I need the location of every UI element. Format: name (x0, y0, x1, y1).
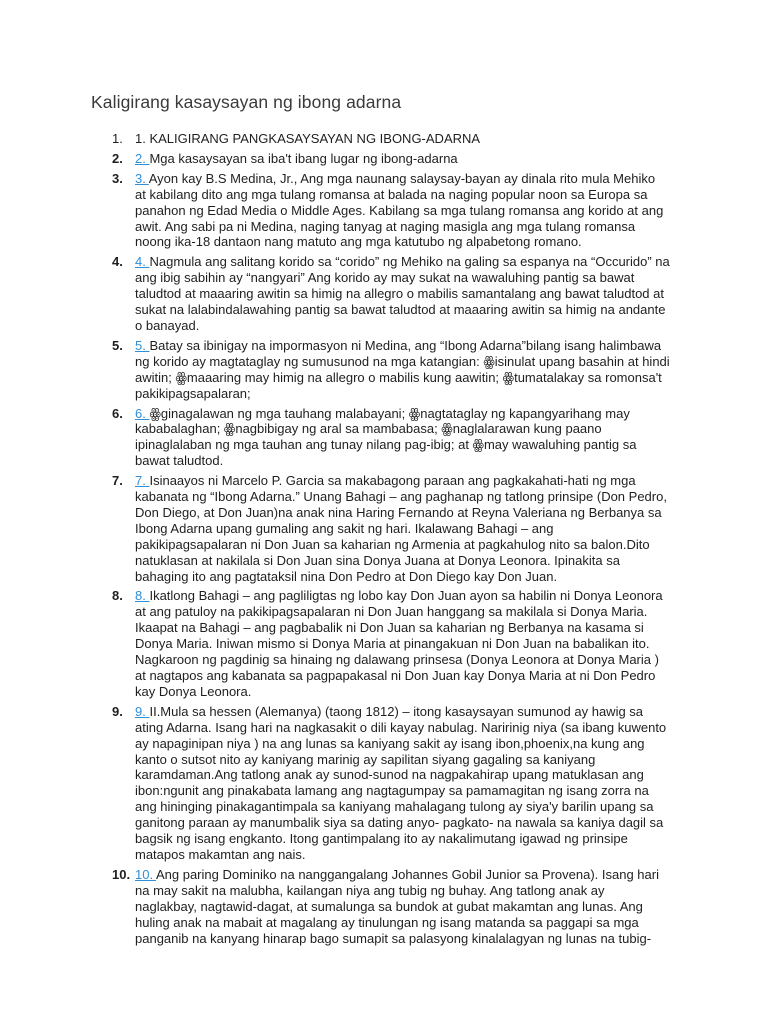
item-link[interactable]: 8. (135, 588, 150, 604)
item-link[interactable]: 2. (135, 150, 150, 166)
item-text-block (135, 338, 680, 402)
item-number: 10. (112, 866, 131, 882)
list-item (0, 406, 768, 470)
item-link[interactable]: 3. (135, 170, 149, 186)
item-link[interactable]: 10. (135, 866, 156, 882)
item-number: 5. (112, 337, 123, 353)
item-link[interactable]: 9. (135, 703, 150, 719)
item-text: 1. KALIGIRANG PANGKASAYSAYAN NG IBONG-ADARNA (135, 131, 481, 146)
list-item (0, 254, 768, 334)
list-item (0, 704, 768, 863)
numbered-list (0, 131, 768, 950)
item-number: 1. (112, 131, 123, 146)
item-text-block (135, 588, 680, 699)
item-link[interactable]: 4. (135, 254, 150, 270)
list-item (0, 588, 768, 699)
item-text: Nagmula ang salitang korido sa “corido” ng Mehiko na galing sa espanya na “Occurido” na ang ibig sabihin ay “nangyari” Ang korido ay may sukat na wawaluhing pantig sa bawat taludtod at maaaring awitin sa himig na allegro o mabilis samantalang ang bawat taludtod at sukat na lalabindalawahing pantig sa bawat taludtod at maaaring awitin sa himig na andante o banayad. (135, 254, 670, 333)
item-number: 8. (112, 588, 123, 604)
list-item (0, 151, 768, 167)
item-number: 3. (112, 170, 123, 186)
item-number: 4. (112, 254, 123, 270)
item-text: Mga kasaysayan sa iba't ibang lugar ng ibong-adarna (149, 150, 458, 166)
item-number: 2. (112, 150, 123, 166)
item-text: Isinaayos ni Marcelo P. Garcia sa makabagong paraan ang pagkakahati-hati ng mga kabanata ng “Ibong Adarna.” Unang Bahagi – ang paghanap ng tatlong prinsipe (Don Pedro, Don Diego, at Don Juan)na anak nina Haring Fernando at Reyna Valeriana ng Berbanya sa Ibong Adarna upang gumaling ang sakit ng hari. Ikalawang Bahagi – ang pakikipagsapalaran ni Don Juan sa kaharian ng Armenia at pagkahulog nito sa balon.Dito natuklasan at nakilala si Don Juan sina Donya Juana at Donya Leonora. Ipinakita sa bahaging ito ang pagtataksil nina Don Pedro at Don Diego kay Don Juan. (135, 473, 667, 584)
item-text-block (135, 867, 680, 947)
item-text-block (135, 131, 680, 147)
item-text-block (135, 704, 680, 863)
item-text: Ikatlong Bahagi – ang pagliligtas ng lobo kay Don Juan ayon sa habilin ni Donya Leonora at ang patuloy na pakikipagsapalaran ni Don Juan hanggang sa makilala si Donya Maria. Ikaapat na Bahagi – ang pagbabalik ni Don Juan sa kaharian ng Berbanya na kasama si Donya Maria. Iniwan mismo si Donya Maria at pinangakuan ni Don Juan na babalikan ito. Nagkaroon ng pagdinig sa hinaing ng dalawang prinsesa (Donya Leonora at Donya Maria ) at nagtapos ang kabanata sa pagpapakasal ni Don Juan kay Donya Maria at ni Don Pedro kay Donya Leonora. (135, 588, 663, 699)
list-item (0, 171, 768, 251)
list-item (0, 338, 768, 402)
item-link[interactable]: 5. (135, 337, 150, 353)
item-text: ꙮginagalawan ng mga tauhang malabayani; ꙮnagtataglay ng kapangyarihang may kababalaghan; ꙮnagbibigay ng aral sa mambabasa; ꙮnaglalarawan kung paano ipinaglalaban ng mga tauhan ang tunay nilang pag-ibig; at ꙮmay wawaluhing pantig sa bawat taludtod. (135, 405, 637, 469)
list-item (0, 473, 768, 584)
item-number: 7. (112, 473, 123, 489)
document-title: Kaligirang kasaysayan ng ibong adarna (91, 92, 402, 112)
item-text: Batay sa ibinigay na impormasyon ni Medina, ang “Ibong Adarna”bilang isang halimbawa ng korido ay magtataglay ng sumusunod na mga katangian: ꙮisinulat upang basahin at hindi awitin; ꙮmaaaring may himig na allegro o mabilis kung aawitin; ꙮtumatalakay sa romonsa't pakikipagsapalaran; (135, 337, 670, 401)
item-number: 9. (112, 703, 123, 719)
item-number: 6. (112, 405, 123, 421)
item-text-block (135, 171, 680, 251)
list-item (0, 131, 768, 147)
list-item (0, 867, 768, 947)
item-link[interactable]: 6. (135, 405, 150, 421)
item-text: Ayon kay B.S Medina, Jr., Ang mga naunang salaysay-bayan ay dinala rito mula Mehiko at kabilang dito ang mga tulang romansa at balada na naging popular noon sa Europa sa panahon ng Edad Media o Middle Ages. Kabilang sa mga tulang romansa ang korido at ang awit. Ang sabi pa ni Medina, naging tanyag at naging masigla ang mga tulang romansa noong ika-18 dantaon nang matuto ang mga katutubo ng alpabetong romano. (135, 170, 664, 250)
item-link[interactable]: 7. (135, 473, 150, 489)
item-text-block (135, 151, 680, 167)
item-text-block (135, 406, 680, 470)
item-text: Ang paring Dominiko na nanggangalang Johannes Gobil Junior sa Provena). Isang hari na may sakit na malubha, kailangan niya ang tubig ng buhay. Ang tatlong anak ay naglakbay, nagtawid-dagat, at sumalunga sa bundok at gubat makamtan ang lunas. Ang huling anak na mabait at magalang ay tinulungan ng isang matanda sa paggapi sa mga panganib na kanyang hinarap bago sumapit sa palasyong kinalalagyan ng lunas na tubig- (135, 866, 659, 946)
item-text: II.Mula sa hessen (Alemanya) (taong 1812) – itong kasaysayan sumunod ay hawig sa ating Adarna. Isang hari na nagkasakit o dili kayay nabulag. Naririnig niya (sa ibang kuwento ay napaginipan niya ) na ang lunas sa kaniyang sakit ay isang ibon,phoenix,na kung ang kanto o sutsot nito ay kaniyang marinig ay sapilitan siyang gagaling sa kaniyang karamdaman.Ang tatlong anak ay sunod-sunod na nagpakahirap upang matuklasan ang ibon:ngunit ang pinakabata lamang ang nagtagumpay sa pamamagitan ng isang zorra na ang hininging pinakagantimpala sa kaniyang mahalagang tulong ay siya'y barilin upang sa ganitong paraan ay manumbalik siya sa dating anyo- pagkato- na nawala sa kaniya dagil sa bagsik ng isang engkanto. Itong gantimpalang ito ay nakalimutang igawad ng prinsipe matapos makamtan ang nais. (135, 703, 667, 862)
item-text-block (135, 473, 680, 584)
item-text-block (135, 254, 680, 334)
